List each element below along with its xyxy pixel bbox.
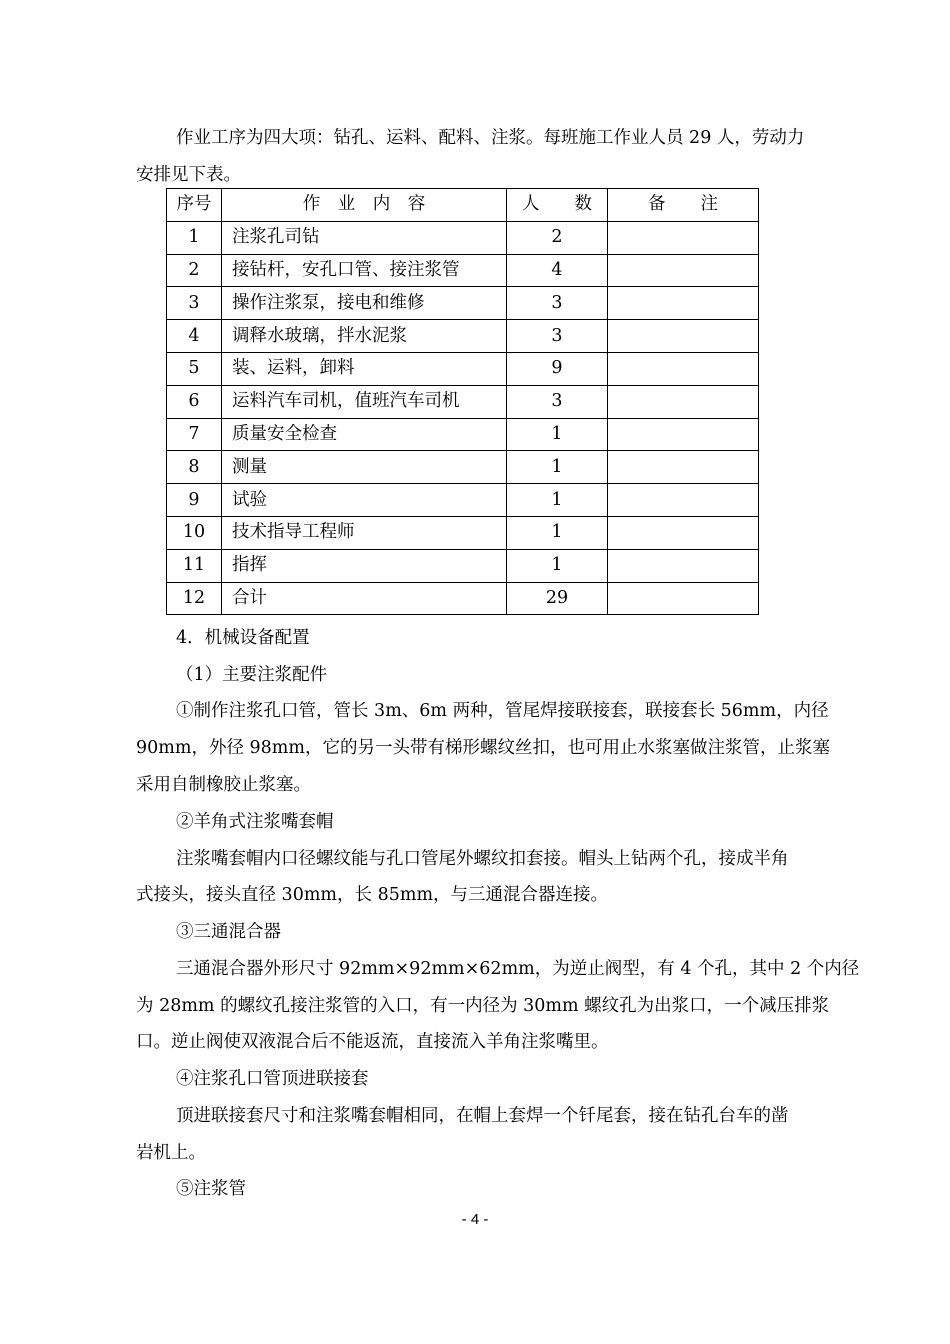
- row-task: 试验: [222, 484, 507, 517]
- header-count: 人 数: [507, 189, 608, 222]
- row-count: 1: [507, 516, 608, 549]
- row-count: 9: [507, 352, 608, 385]
- row-task: 运料汽车司机，值班汽车司机: [222, 385, 507, 418]
- table-row: [167, 352, 759, 385]
- row-note: [608, 221, 759, 254]
- row-no: 9: [167, 484, 222, 517]
- table-row: [167, 320, 759, 353]
- row-note: [608, 418, 759, 451]
- row-task: 指挥: [222, 549, 507, 582]
- item3-line-3: 口。逆止阀使双液混合后不能返流，直接流入羊角注浆嘴里。: [136, 1032, 609, 1052]
- row-no: 7: [167, 418, 222, 451]
- row-no: 1: [167, 221, 222, 254]
- row-note: [608, 254, 759, 287]
- row-note: [608, 516, 759, 549]
- item4-line-2: 岩机上。: [136, 1143, 206, 1163]
- row-note: [608, 320, 759, 353]
- table-row: [167, 385, 759, 418]
- row-task: 技术指导工程师: [222, 516, 507, 549]
- row-no: 8: [167, 451, 222, 484]
- item3-line-1: 三通混合器外形尺寸 92mm×92mm×62mm，为逆止阀型，有 4 个孔，其中 2 个内径: [176, 959, 860, 979]
- section-heading: 4．机械设备配置: [176, 628, 310, 648]
- row-count: 4: [507, 254, 608, 287]
- row-no: 10: [167, 516, 222, 549]
- header-note: 备 注: [608, 189, 759, 222]
- row-task: 调释水玻璃，拌水泥浆: [222, 320, 507, 353]
- row-no: 5: [167, 352, 222, 385]
- row-task: 装、运料，卸料: [222, 352, 507, 385]
- row-task: 操作注浆泵，接电和维修: [222, 287, 507, 320]
- row-count: 1: [507, 484, 608, 517]
- row-count: 2: [507, 221, 608, 254]
- item2-title: ②羊角式注浆嘴套帽: [176, 812, 334, 832]
- row-task: 接钻杆，安孔口管、接注浆管: [222, 254, 507, 287]
- row-count: 1: [507, 549, 608, 582]
- table-row: [167, 221, 759, 254]
- table-row: [167, 451, 759, 484]
- row-note: [608, 385, 759, 418]
- row-note: [608, 484, 759, 517]
- row-no: 6: [167, 385, 222, 418]
- page-number: - 4 -: [461, 1211, 489, 1228]
- row-count: 3: [507, 320, 608, 353]
- intro-line-2: 安排见下表。: [136, 165, 241, 185]
- item2-line-1: 注浆嘴套帽内口径螺纹能与孔口管尾外螺纹扣套接。帽头上钻两个孔，接成半角: [176, 849, 789, 869]
- item4-title: ④注浆孔口管顶进联接套: [176, 1069, 369, 1089]
- row-note: [608, 549, 759, 582]
- table-row: [167, 254, 759, 287]
- item1-line-1: ①制作注浆孔口管，管长 3m、6m 两种，管尾焊接联接套，联接套长 56mm，内径: [176, 701, 829, 721]
- table-row: [167, 418, 759, 451]
- table-row: [167, 549, 759, 582]
- item1-line-3: 采用自制橡胶止浆塞。: [136, 775, 311, 795]
- row-task: 质量安全检查: [222, 418, 507, 451]
- table-row-total: [167, 582, 759, 615]
- item4-line-1: 顶进联接套尺寸和注浆嘴套帽相同，在帽上套焊一个钎尾套，接在钻孔台车的凿: [176, 1106, 789, 1126]
- item5-title: ⑤注浆管: [176, 1179, 246, 1199]
- subsection-heading: （1）主要注浆配件: [176, 665, 328, 685]
- row-note: [608, 352, 759, 385]
- labor-table: [166, 188, 759, 615]
- row-task: 注浆孔司钻: [222, 221, 507, 254]
- row-count: 3: [507, 385, 608, 418]
- row-no: 4: [167, 320, 222, 353]
- row-note: [608, 287, 759, 320]
- table-row: [167, 484, 759, 517]
- row-no: 12: [167, 582, 222, 615]
- row-count: 1: [507, 418, 608, 451]
- row-no: 2: [167, 254, 222, 287]
- header-no: 序号: [167, 189, 222, 222]
- row-task: 测量: [222, 451, 507, 484]
- header-task: 作 业 内 容: [222, 189, 507, 222]
- table-header-row: [167, 189, 759, 222]
- item3-line-2: 为 28mm 的螺纹孔接注浆管的入口，有一内径为 30mm 螺纹孔为出浆口，一个减压排浆: [136, 996, 830, 1016]
- item1-line-2: 90mm，外径 98mm，它的另一头带有梯形螺纹丝扣，也可用止水浆塞做注浆管，止浆塞: [136, 738, 830, 758]
- row-task: 合计: [222, 582, 507, 615]
- row-count: 29: [507, 582, 608, 615]
- table-row: [167, 287, 759, 320]
- intro-line-1: 作业工序为四大项：钻孔、运料、配料、注浆。每班施工作业人员 29 人，劳动力: [176, 128, 805, 148]
- row-note: [608, 451, 759, 484]
- table-row: [167, 516, 759, 549]
- row-count: 3: [507, 287, 608, 320]
- row-no: 3: [167, 287, 222, 320]
- row-count: 1: [507, 451, 608, 484]
- item2-line-2: 式接头，接头直径 30mm，长 85mm，与三通混合器连接。: [136, 885, 609, 905]
- item3-title: ③三通混合器: [176, 922, 281, 942]
- row-no: 11: [167, 549, 222, 582]
- row-note: [608, 582, 759, 615]
